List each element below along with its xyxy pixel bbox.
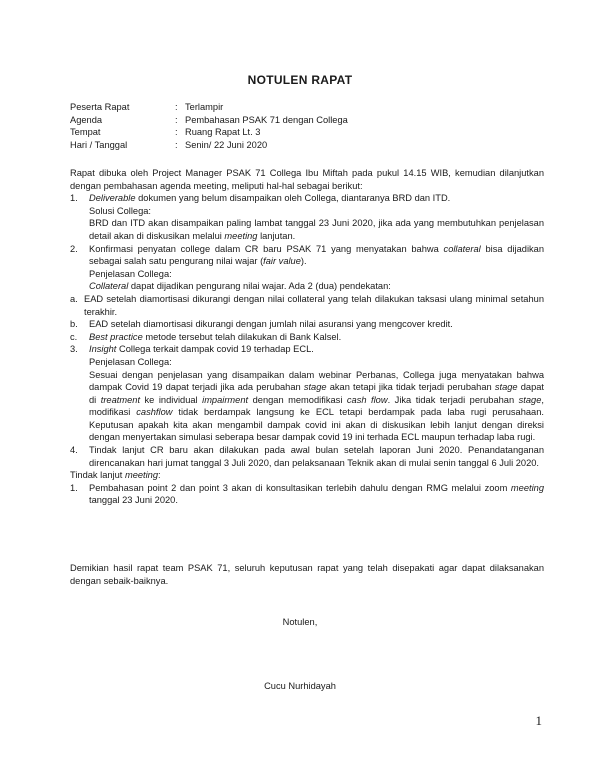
- meta-value: Terlampir: [185, 102, 224, 112]
- document-title: NOTULEN RAPAT: [247, 73, 353, 87]
- item-number: 1.: [70, 193, 78, 204]
- meeting-info: [70, 101, 540, 151]
- explanation-label: Penjelasan Collega:: [89, 268, 172, 279]
- sub-item-b: b. EAD setelah diamortisasi dikurangi dengan jumlah nilai asuransi yang mengcover kredit.: [70, 319, 453, 330]
- meta-label: Peserta Rapat: [70, 102, 130, 112]
- item-number: 1.: [70, 482, 78, 493]
- sub-item-a: a. EAD setelah diamortisasi dikurangi dengan nilai collateral yang telah dilakukan taksasi ulang minimal setahun terakhir.: [70, 293, 544, 317]
- item-number: 4.: [70, 445, 78, 456]
- explanation-text: Sesuai dengan penjelasan yang disampaikan dalam webinar Perbanas, Collega juga menyatakan bahwa dampak Covid 19 dapat terjadi jika ada perubahan stage akan tetapi jika tidak terjadi perubahan stage dapat di treatment ke individual impairment dengan memodifikasi cash flow. Jika tidak terjadi perubahan stage, modifikasi cashflow tidak berdampak langsung ke ECL tetapi berdampak pada laba rugi perusahaan. Keputusan apakah kita akan mengambil dampak covid ini akan di diskusikan lebih lanjut dengan direksi dengan menyertakan simulasi seberapa besar dampak covid 19 ini terhada ECL maupun terhadap laba rugi.: [89, 369, 544, 443]
- meta-label: Hari / Tanggal: [70, 139, 128, 150]
- agenda-item-1: 1. Deliverable dokumen yang belum disampaikan oleh Collega, diantaranya BRD dan ITD. Solusi Collega: BRD dan ITD akan disampaikan paling lambat tanggal 23 Juni 2020, jika ada yang membutuhkan penjelasan detail akan di diskusikan melalui meeting lanjutan.: [70, 193, 544, 241]
- meta-label: Agenda: [70, 114, 103, 125]
- meta-row-date: Hari / Tanggal : Senin/ 22 Juni 2020: [70, 139, 268, 150]
- agenda-item-4: 4. Tindak lanjut CR baru akan dilakukan pada awal bulan setelah laporan Juni 2020. Penandatanganan direncanakan hari jumat tanggal 3 Juli 2020, dan pelaksanaan Teknik akan di mulai senin tanggal 6 Juli 2020.: [70, 445, 544, 468]
- minutes-body: [70, 167, 544, 507]
- agenda-item-2: 2. Konfirmasi penyatan college dalam CR baru PSAK 71 yang menyatakan bahwa collateral bisa dijadikan sebagai salah satu pengurang nilai wajar (fair value). Penjelasan Collega: Collateral dapat dijadikan pengurang nilai wajar. Ada 2 (dua) pendekatan:: [70, 243, 545, 292]
- meta-value: Pembahasan PSAK 71 dengan Collega: [185, 114, 348, 125]
- solution-label: Solusi Collega:: [89, 205, 152, 216]
- solution-text: BRD dan ITD akan disampaikan paling lambat tanggal 23 Juni 2020, jika ada yang membutuhkan penjelasan detail akan di diskusikan melalui meeting lanjutan.: [89, 218, 544, 241]
- agenda-item-3: 3. Insight Collega terkait dampak covid 19 terhadap ECL. Penjelasan Collega: Sesuai dengan penjelasan yang disampaikan dalam webinar Perbanas, Collega juga menyatakan bahwa dampak Covid 19 dapat terjadi jika ada perubahan stage akan tetapi jika tidak terjadi perubahan stage dapat di treatment ke individual impairment dengan memodifikasi cash flow. Jika tidak terjadi perubahan stage, modifikasi cashflow tidak berdampak langsung ke ECL tetapi berdampak pada laba rugi perusahaan. Keputusan apakah kita akan mengambil dampak covid ini akan di diskusikan lebih lanjut dengan direksi dengan menyertakan simulasi seberapa besar dampak covid 19 ini terhada ECL maupun terhadap laba rugi.: [70, 344, 544, 443]
- intro-paragraph: Rapat dibuka oleh Project Manager PSAK 71 Collega Ibu Miftah pada pukul 14.15 WIB, kemudian dilanjutkan dengan pembahasan agenda meeting, meliputi hal-hal sebagai berikut:: [70, 168, 544, 191]
- follow-up-item-1: 1. Pembahasan point 2 dan point 3 akan di konsultasikan terlebih dahulu dengan RMG melalui zoom meeting tanggal 23 Juni 2020.: [70, 482, 544, 506]
- closing-paragraph: Demikian hasil rapat team PSAK 71, seluruh keputusan rapat yang telah disepakati agar dapat dilaksanakan dengan sebaik-baiknya.: [70, 563, 544, 586]
- item-number: 2.: [70, 243, 78, 254]
- page-number: 1: [535, 713, 542, 728]
- notulen-label: Notulen,: [282, 617, 318, 627]
- follow-up-label: Tindak lanjut meeting:: [70, 470, 161, 481]
- meta-row-place: Tempat : Ruang Rapat Lt. 3: [70, 127, 261, 138]
- explanation-label: Penjelasan Collega:: [89, 356, 172, 367]
- meta-row-agenda: Agenda : Pembahasan PSAK 71 dengan Collega: [70, 114, 348, 125]
- meta-row-participants: Peserta Rapat : Terlampir: [70, 102, 224, 112]
- meta-value: Senin/ 22 Juni 2020: [185, 139, 268, 150]
- meta-value: Ruang Rapat Lt. 3: [185, 127, 261, 138]
- meta-label: Tempat: [70, 127, 101, 138]
- item-number: 3.: [70, 344, 78, 355]
- signer-name: Cucu Nurhidayah: [264, 681, 336, 691]
- sub-item-c: c. Best practice metode tersebut telah dilakukan di Bank Kalsel.: [70, 331, 342, 342]
